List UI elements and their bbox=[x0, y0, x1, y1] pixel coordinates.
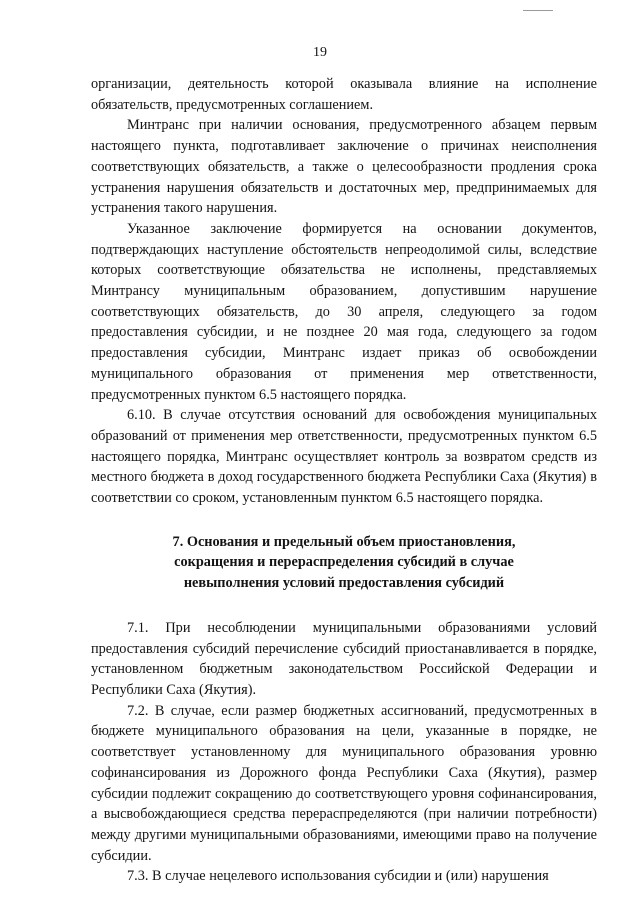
paragraph: Минтранс при наличии основания, предусмотренного абзацем первым настоящего пункта, подготавливает заключение о причинах неисполнения соответствующих обязательств, а также о целесообразности продления срока устранения нарушения обязательств и достаточных мер, предпринимаемых для устранения такого нарушения. bbox=[91, 117, 597, 217]
section-heading-line: невыполнения условий предоставления субсидий bbox=[183, 575, 505, 592]
corner-mark bbox=[523, 10, 553, 11]
page-number: 19 bbox=[313, 45, 327, 60]
paragraph-7-2: 7.2. В случае, если размер бюджетных ассигнований, предусмотренных в бюджете муниципального образования на цели, указанные в порядке, не соответствует установленному для муниципального образования уровню софинансирования из Дорожного фонда Республики Саха (Якутия), размер субсидии подлежит сокращению до соответствующего уровня софинансирования, а высвобождающиеся средства перераспределяются (при наличии потребности) между другими муниципальными образованиями, имеющими право на получение субсидии. bbox=[91, 702, 597, 864]
section-heading bbox=[91, 532, 597, 594]
section-heading-line: сокращения и перераспределения субсидий в случае bbox=[174, 554, 514, 571]
paragraph-7-1: 7.1. При несоблюдении муниципальными образованиями условий предоставления субсидий перечисление субсидий приостанавливается в порядке, установленном бюджетным законодательством Российской Федерации и Республики Саха (Якутия). bbox=[91, 619, 597, 698]
section-heading-line: 7. Основания и предельный объем приостановления, bbox=[172, 533, 516, 550]
paragraph-7-3: 7.3. В случае нецелевого использования субсидии и (или) нарушения bbox=[127, 868, 549, 885]
paragraph: Указанное заключение формируется на основании документов, подтверждающих наступление обстоятельств непреодолимой силы, вследствие которых соответствующие обязательства не исполнены, представляемых Минтрансу муниципальным образованием, допустившим нарушение соответствующих обязательств, до 30 апреля, следующего за годом предоставления субсидии, и не позднее 20 мая года, следующего за годом предоставления субсидии, Минтранс издает приказ об освобождении муниципального образования от применения мер ответственности, предусмотренных пунктом 6.5 настоящего порядка. bbox=[91, 220, 597, 403]
paragraph-continuation: организации, деятельность которой оказывала влияние на исполнение обязательств, предусмотренных соглашением. bbox=[91, 76, 597, 113]
paragraph-6-10: 6.10. В случае отсутствия оснований для освобождения муниципальных образований от применения мер ответственности, предусмотренных пунктом 6.5 настоящего порядка, Минтранс осуществляет контроль за возвратом средств из местного бюджета в доход государственного бюджета Республики Саха (Якутия) в соответствии со сроком, установленным пунктом 6.5 настоящего порядка. bbox=[91, 407, 597, 507]
document-body bbox=[91, 74, 597, 887]
